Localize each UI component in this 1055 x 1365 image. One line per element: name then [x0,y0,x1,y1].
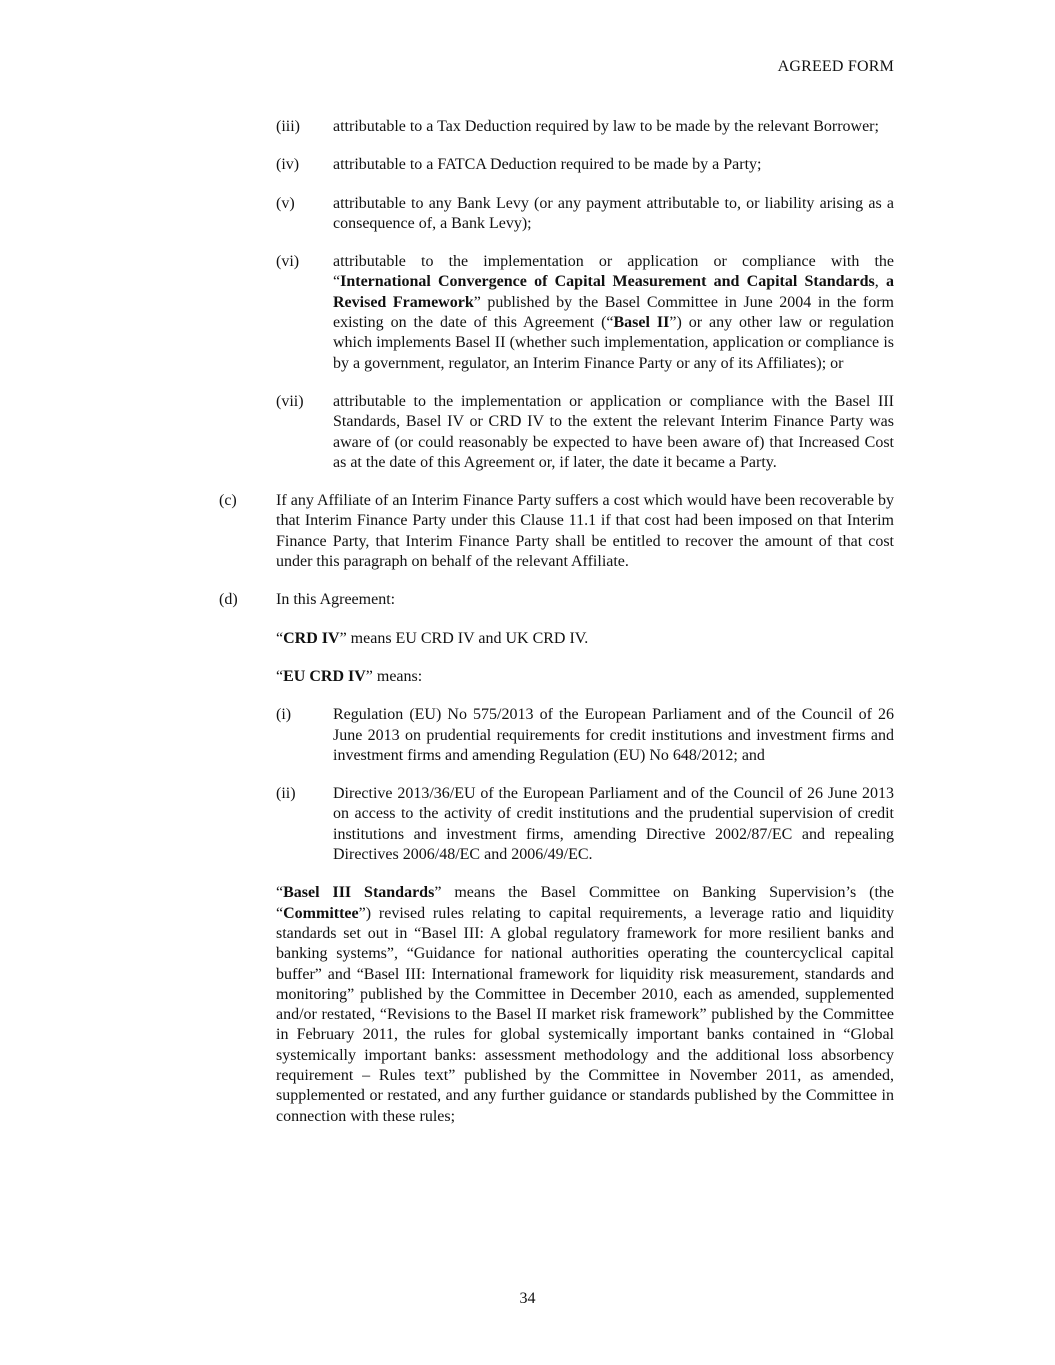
paragraph-number: (c) [219,492,237,510]
eu-list-item-ii [276,784,894,865]
item-text: attributable to a Tax Deduction required by law to be made by the relevant Borrower; [333,118,879,135]
paragraph-text: In this Agreement: [276,591,396,609]
list-item-vi [276,252,894,374]
page-header-label: AGREED FORM [777,58,894,75]
definition-basel-iii-standards: “Basel III Standards” means the Basel Committee on Banking Supervision’s (the “Committee”) revised rules relating to capital requirements, a leverage ratio and liquidity standards set out in “Basel III: A global regulatory framework for more resilient banks and banking systems”, “Guidance for national authorities operating the countercyclical capital buffer” and “Basel III: International framework for liquidity risk measurement, standards and monitoring” published by the Committee in December 2010, each as amended, supplemented and/or restated, “Revisions to the Basel II market risk framework” published by the Committee in February 2011, the rules for global systemically important banks contained in “Global systemically important banks: assessment methodology and the additional loss absorbency requirement – Rules text” published by the Committee in November 2011, as amended, supplemented or restated, and any further guidance or standards published by the Committee in connection with these rules; [276,884,894,1125]
item-number: (i) [276,706,292,724]
paragraph-d [219,590,894,610]
item-text: attributable to the implementation or application or compliance with the “International Convergence of Capital Measurement and Capital Standards, a Revised Framework” published by the Basel Committee in June 2004 in the form existing on the date of this Agreement (“Basel II”) or any other law or regulation which implements Basel II (whether such implementation, application or compliance is by a government, regulator, an Interim Finance Party or any of its Affiliates); or [333,253,895,372]
list-item-vii [276,392,894,473]
list-item-iv [276,155,894,175]
item-number: (vii) [276,392,304,410]
defined-term: EU CRD IV [283,667,366,685]
list-item-v [276,194,894,235]
item-number: (ii) [276,785,296,803]
defined-term: Basel III Standards [283,884,435,902]
defined-term: International Convergence of Capital Measurement and Capital Standards [340,273,875,291]
item-number: (vi) [276,253,300,271]
paragraph-c [219,491,894,572]
paragraph-number: (d) [219,591,238,609]
defined-term: a Revised Framework [333,273,894,311]
item-number: (iii) [276,118,300,135]
document-body [219,117,894,1145]
item-number: (v) [276,194,295,212]
defined-term: CRD IV [283,629,340,647]
item-text: Regulation (EU) No 575/2013 of the European Parliament and of the Council of 26 June 2013 on prudential requirements for credit institutions and investment firms and investment firms and amending Regulation (EU) No 648/2012; and [333,706,894,764]
defined-term: Basel II [613,314,670,332]
item-number: (iv) [276,156,300,174]
paragraph-text: If any Affiliate of an Interim Finance Party suffers a cost which would have been recoverable by that Interim Finance Party under this Clause 11.1 if that cost had been imposed on that Interim Finance Party, that Interim Finance Party shall be entitled to recover the amount of that cost under this paragraph on behalf of the relevant Affiliate. [276,492,894,571]
definition-eu-crd-iv: “EU CRD IV” means: [276,667,423,685]
eu-list-item-i [276,705,894,766]
defined-term: Committee [283,904,359,922]
item-text: attributable to the implementation or application or compliance with the Basel III Standards, Basel IV or CRD IV to the extent the relevant Interim Finance Party was aware of (or could reasonably be expected to have been aware of) that Increased Cost as at the date of this Agreement or, if later, the date it became a Party. [333,392,894,471]
item-text: attributable to any Bank Levy (or any payment attributable to, or liability arising as a consequence of, a Bank Levy); [333,194,894,232]
page-number: 34 [519,1290,536,1307]
list-item-iii [276,117,894,137]
item-text: attributable to a FATCA Deduction required to be made by a Party; [333,156,762,174]
definition-crd-iv: “CRD IV” means EU CRD IV and UK CRD IV. [276,629,589,647]
item-text: Directive 2013/36/EU of the European Parliament and of the Council of 26 June 2013 on access to the activity of credit institutions and the prudential supervision of credit institutions and investment firms, amending Directive 2002/87/EC and repealing Directives 2006/48/EC and 2006/49/EC. [333,785,894,864]
